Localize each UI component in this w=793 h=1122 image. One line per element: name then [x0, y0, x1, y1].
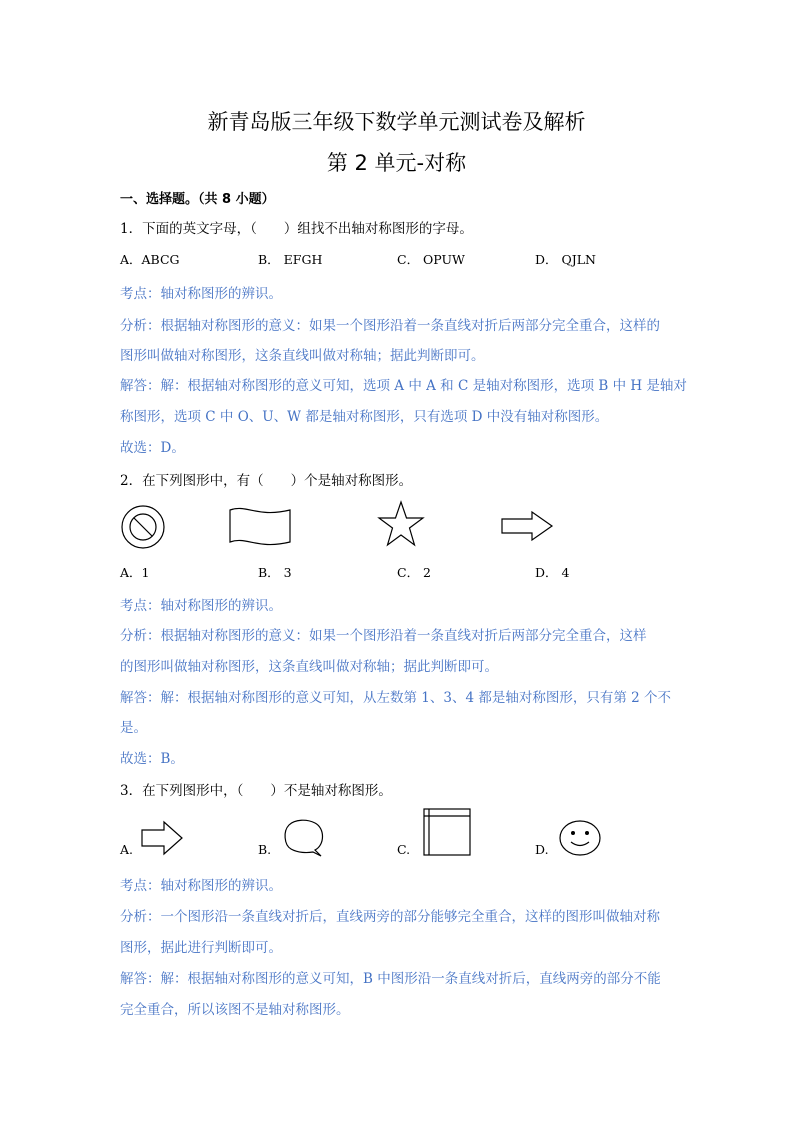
- speech-bubble-icon: [283, 818, 327, 860]
- q2-fenxi-line2: 的图形叫做轴对称图形，这条直线叫做对称轴；据此判断即可。: [120, 659, 498, 675]
- window-frame-icon: [421, 806, 473, 858]
- question-2-stem: 2．在下列图形中，有（ ）个是轴对称图形。: [120, 473, 413, 489]
- arrow-right-icon: [140, 820, 184, 856]
- q2-option-c: C． 2: [397, 565, 431, 580]
- q1-jieda-line1: 解答：解：根据轴对称图形的意义可知，选项 A 中 A 和 C 是轴对称图形，选项 B 中 H 是轴对: [120, 378, 687, 394]
- q2-kaodian: 考点：轴对称图形的辨识。: [120, 598, 282, 614]
- q3-option-d-label: D.: [535, 842, 549, 857]
- q3-option-a-label: A.: [120, 842, 134, 857]
- q1-kaodian: 考点：轴对称图形的辨识。: [120, 286, 282, 302]
- q3-jieda-line2: 完全重合，所以该图不是轴对称图形。: [120, 1002, 350, 1018]
- q3-fenxi-line2: 图形，据此进行判断即可。: [120, 940, 282, 956]
- arrow-right-icon: [500, 510, 554, 542]
- q3-option-c-label: C.: [397, 842, 411, 857]
- q1-fenxi-line2: 图形叫做轴对称图形，这条直线叫做对称轴；据此判断即可。: [120, 348, 485, 364]
- question-1-stem: 1．下面的英文字母，（ ）组找不出轴对称图形的字母。: [120, 221, 473, 237]
- unit-subtitle: 第 2 单元-对称: [326, 151, 467, 175]
- q3-option-b-label: B.: [258, 842, 272, 857]
- no-entry-circle-icon: [120, 504, 166, 550]
- q1-option-a: A．ABCG: [120, 252, 180, 267]
- q2-jieda-line1: 解答：解：根据轴对称图形的意义可知，从左数第 1、3、4 都是轴对称图形，只有第 2 个不: [120, 690, 672, 706]
- q2-answer: 故选：B。: [120, 751, 184, 767]
- q1-jieda-line2: 称图形，选项 C 中 O、U、W 都是轴对称图形，只有选项 D 中没有轴对称图形。: [120, 409, 609, 425]
- q3-jieda-line1: 解答：解：根据轴对称图形的意义可知，B 中图形沿一条直线对折后，直线两旁的部分不能: [120, 971, 661, 987]
- flag-wave-icon: [227, 506, 293, 546]
- q1-option-c: C． OPUW: [397, 252, 465, 267]
- star-icon: [376, 500, 426, 548]
- q3-fenxi-line1: 分析：一个图形沿一条直线对折后，直线两旁的部分能够完全重合，这样的图形叫做轴对称: [120, 909, 660, 925]
- q2-option-b: B． 3: [258, 565, 292, 580]
- section-heading: 一、选择题。（共 8 小题）: [120, 192, 275, 207]
- document-title: 新青岛版三年级下数学单元测试卷及解析: [207, 110, 586, 134]
- q2-jieda-line2: 是。: [120, 720, 147, 736]
- question-3-stem: 3．在下列图形中，（ ）不是轴对称图形。: [120, 783, 392, 799]
- q1-fenxi-line1: 分析：根据轴对称图形的意义：如果一个图形沿着一条直线对折后两部分完全重合，这样的: [120, 318, 660, 334]
- q2-option-d: D． 4: [535, 565, 570, 580]
- smiley-face-icon: [558, 818, 602, 858]
- q1-option-d: D． QJLN: [535, 252, 596, 267]
- q1-answer: 故选：D。: [120, 440, 185, 456]
- q1-option-b: B． EFGH: [258, 252, 323, 267]
- q3-kaodian: 考点：轴对称图形的辨识。: [120, 878, 282, 894]
- q2-fenxi-line1: 分析：根据轴对称图形的意义：如果一个图形沿着一条直线对折后两部分完全重合，这样: [120, 628, 647, 644]
- q2-option-a: A．1: [120, 565, 150, 580]
